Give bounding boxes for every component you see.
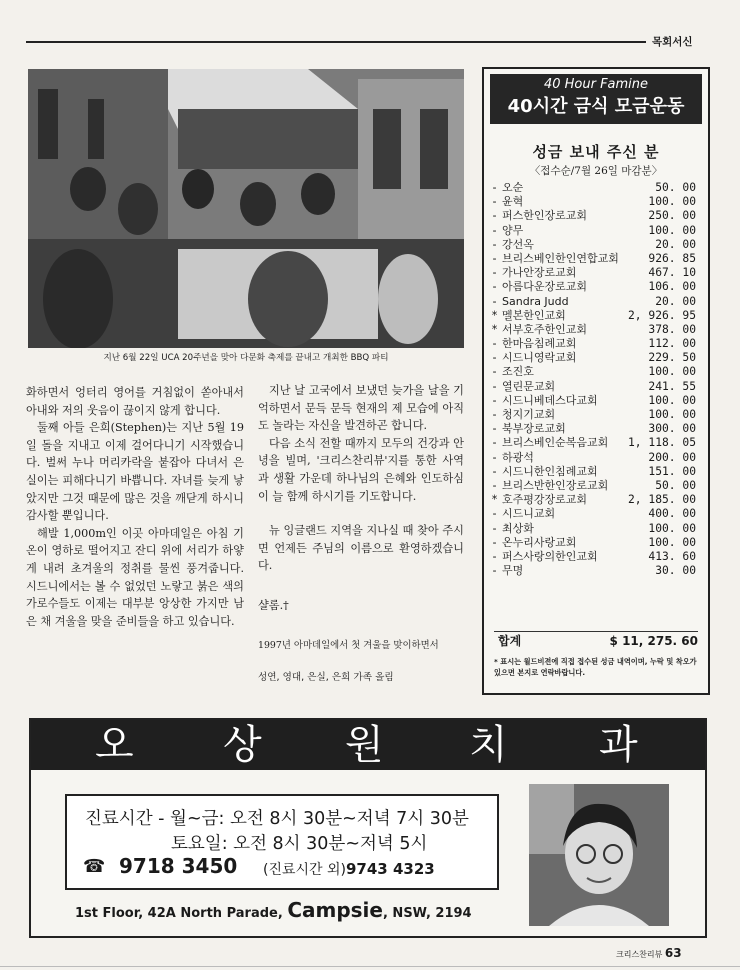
donor-name: 브리스베인한인연합교회 bbox=[502, 251, 619, 265]
donor-row bbox=[490, 479, 696, 493]
donor-name: 오순 bbox=[502, 181, 524, 194]
donor-amount: 200. 00 bbox=[648, 450, 696, 464]
donor-marker: * bbox=[491, 322, 498, 336]
donor-row bbox=[490, 422, 696, 436]
donor-amount: 250. 00 bbox=[648, 209, 696, 223]
page-number: 63 bbox=[664, 946, 682, 960]
signature: 성연, 영대, 은실, 은희 가족 올림 bbox=[258, 672, 394, 684]
donor-marker: - bbox=[491, 294, 498, 308]
donor-row bbox=[490, 408, 696, 422]
donor-marker: * bbox=[491, 308, 498, 322]
donor-name: 온누리사랑교회 bbox=[502, 535, 577, 549]
donor-amount: 100. 00 bbox=[648, 408, 696, 421]
donor-row bbox=[490, 394, 696, 408]
donor-name: 아름다운장로교회 bbox=[502, 280, 588, 294]
donor-amount: 2, 185. 00 bbox=[627, 493, 696, 507]
donor-row bbox=[490, 280, 696, 294]
donor-amount: 100. 00 bbox=[648, 223, 696, 237]
donor-marker: - bbox=[491, 408, 498, 421]
saturday-hours: 토요일: 오전 8시 30분~저녁 5시 bbox=[171, 834, 428, 854]
donor-marker: - bbox=[491, 209, 498, 223]
donor-name: 한마음침례교회 bbox=[502, 337, 577, 351]
donor-amount: 112. 00 bbox=[648, 337, 696, 351]
weekday-hours: 진료시간 - 월~금: 오전 8시 30분~저녁 7시 30분 bbox=[85, 809, 469, 829]
donor-amount: 229. 50 bbox=[648, 351, 696, 365]
donor-marker: - bbox=[491, 337, 498, 351]
donor-amount: 413. 60 bbox=[648, 549, 696, 563]
donor-name: 시드니영락교회 bbox=[502, 351, 577, 365]
donor-name: 하광석 bbox=[502, 450, 534, 464]
famine-title-en: 40 Hour Famine bbox=[543, 77, 649, 92]
donor-amount: 30. 00 bbox=[655, 564, 696, 578]
donor-name: 호주평강장로교회 bbox=[502, 493, 588, 507]
donor-row bbox=[490, 550, 696, 564]
donor-amount: 20. 00 bbox=[655, 294, 696, 308]
donor-name: 윤혁 bbox=[502, 195, 524, 209]
bbq-party-photo bbox=[28, 69, 464, 348]
address-state: , NSW, 2194 bbox=[382, 906, 472, 921]
donor-row bbox=[490, 493, 696, 507]
donor-row bbox=[490, 195, 696, 209]
donor-amount: 100. 00 bbox=[648, 365, 696, 379]
famine-header bbox=[490, 74, 702, 124]
famine-title-ko: 40시간 금식 모금운동 bbox=[507, 96, 685, 117]
donor-marker: - bbox=[491, 549, 498, 563]
donor-marker: - bbox=[491, 478, 498, 492]
donor-row bbox=[490, 465, 696, 479]
donor-marker: - bbox=[491, 251, 498, 265]
donor-marker: - bbox=[491, 351, 498, 365]
article-column-1 bbox=[26, 384, 244, 630]
donor-name: 브리스베인순복음교회 bbox=[502, 436, 609, 450]
donor-marker: - bbox=[491, 422, 498, 436]
donor-row bbox=[490, 209, 696, 223]
donor-marker: - bbox=[491, 564, 498, 578]
header-rule bbox=[26, 41, 646, 43]
paragraph: 뉴 잉글랜드 지역을 지나실 때 찾아 주시면 언제든 주님의 이름으로 환영하겠습니다. bbox=[258, 524, 464, 573]
donor-row bbox=[490, 252, 696, 266]
telephone-icon: ☎ bbox=[83, 856, 106, 877]
clinic-name-char: 상 bbox=[223, 722, 262, 768]
donor-amount: 151. 00 bbox=[648, 464, 696, 478]
donor-row bbox=[490, 451, 696, 465]
donor-marker: * bbox=[491, 493, 498, 507]
donor-marker: - bbox=[491, 223, 498, 237]
address-city: Campsie bbox=[287, 898, 383, 922]
donor-name: Sandra Judd bbox=[502, 294, 569, 308]
donor-amount: 106. 00 bbox=[648, 280, 696, 294]
donor-marker: - bbox=[491, 521, 498, 535]
total-row bbox=[498, 632, 698, 650]
donor-row bbox=[490, 564, 696, 578]
donor-name: 서부호주한인교회 bbox=[502, 322, 588, 336]
donor-list-title: 성금 보내 주신 분 bbox=[532, 143, 660, 161]
donor-amount: 100. 00 bbox=[648, 393, 696, 407]
donor-marker: - bbox=[491, 450, 498, 464]
famine-donation-box bbox=[482, 67, 710, 695]
donor-row bbox=[490, 522, 696, 536]
donor-amount: 100. 00 bbox=[648, 521, 696, 535]
total-amount: $ 11, 275. 60 bbox=[609, 634, 698, 648]
donor-amount: 300. 00 bbox=[648, 422, 696, 436]
donor-amount: 100. 00 bbox=[648, 195, 696, 209]
donor-marker: - bbox=[491, 393, 498, 407]
donor-marker: - bbox=[491, 535, 498, 549]
donor-marker: - bbox=[491, 266, 498, 280]
donor-row bbox=[490, 436, 696, 450]
total-label: 합계 bbox=[498, 634, 522, 648]
address-street: 1st Floor, 42A North Parade, bbox=[75, 906, 288, 921]
donor-amount: 100. 00 bbox=[648, 535, 696, 549]
publication-name: 크리스찬리뷰 bbox=[616, 950, 663, 959]
donor-marker: - bbox=[491, 280, 498, 294]
donor-name: 시드니교회 bbox=[502, 507, 556, 521]
donor-row bbox=[490, 323, 696, 337]
donor-name: 청지기교회 bbox=[502, 408, 556, 421]
donor-amount: 241. 55 bbox=[648, 379, 696, 393]
donor-name: 북부장로교회 bbox=[502, 422, 566, 436]
donor-name: 최상화 bbox=[502, 521, 534, 535]
donor-row bbox=[490, 224, 696, 238]
closing: 샬롬.† bbox=[258, 598, 289, 612]
donor-name: 시드니베데스다교회 bbox=[502, 393, 598, 407]
donor-amount: 50. 00 bbox=[655, 478, 696, 492]
donor-marker: - bbox=[491, 237, 498, 251]
donor-row bbox=[490, 309, 696, 323]
paragraph: 해발 1,000m인 이곳 아마데일은 아침 기온이 영하로 떨어지고 잔디 위에 서리가 하얗게 내려 초겨울의 정취를 물씬 풍겨줍니다. 시드니에서는 볼 수 없었던 노랗고 붉은 색의 가로수들도 이제는 대부분 앙상한 가지만 남은 채 겨울을 맞을 준비들을 하고 있습니다. bbox=[26, 526, 244, 628]
footer-rule bbox=[0, 966, 740, 967]
after-hours-phone-line bbox=[263, 859, 435, 879]
donor-row bbox=[490, 181, 696, 195]
donor-row bbox=[490, 380, 696, 394]
donor-list bbox=[490, 181, 696, 578]
paragraph: 둘째 아들 은희(Stephen)는 지난 5월 19일 돌을 지내고 이제 걸어다니기 시작했습니다. 벌써 누나 머리카락을 붙잡아 다녀서 은실이는 피해다니기 바쁩니다. 자녀를 늦게 낳았지만 그것 때문에 많은 것을 깨닫게 하시니 감사할 뿐입니다. bbox=[26, 421, 244, 523]
donor-list-subtitle: 〈접수순/7월 26일 마감분〉 bbox=[529, 165, 663, 177]
donor-marker: - bbox=[491, 436, 498, 450]
donor-name: 퍼스사랑의한인교회 bbox=[502, 549, 598, 563]
clinic-name-banner bbox=[31, 720, 705, 770]
donor-row bbox=[490, 351, 696, 365]
article-column-2 bbox=[258, 382, 464, 687]
after-hours-label: (진료시간 외) bbox=[263, 862, 346, 878]
donor-marker: - bbox=[491, 181, 498, 194]
donor-name: 강선옥 bbox=[502, 237, 534, 251]
clinic-name-char: 오 bbox=[95, 722, 134, 768]
donor-name: 시드니한인침례교회 bbox=[502, 464, 598, 478]
donor-marker: - bbox=[491, 365, 498, 379]
clinic-name-char: 치 bbox=[469, 722, 508, 768]
donor-row bbox=[490, 536, 696, 550]
donor-row bbox=[490, 238, 696, 252]
donor-marker: - bbox=[491, 464, 498, 478]
footnote: * 표시는 월드비젼에 직접 접수된 성금 내역이며, 누락 및 착오가 있으면 본지로 연락바랍니다. bbox=[494, 657, 697, 677]
donor-marker: - bbox=[491, 379, 498, 393]
paragraph: 지난 날 고국에서 보냈던 늦가을 날을 기억하면서 문득 문득 현재의 제 모습에 아직도 놀라는 자신을 발견하곤 합니다. bbox=[258, 384, 464, 433]
clinic-name-char: 원 bbox=[345, 722, 384, 768]
clinic-name-char: 과 bbox=[599, 722, 638, 768]
donor-marker: - bbox=[491, 507, 498, 521]
clinic-phone[interactable]: 9718 3450 bbox=[119, 854, 238, 878]
donor-amount: 400. 00 bbox=[648, 507, 696, 521]
donor-name: 가나안장로교회 bbox=[502, 266, 577, 280]
dental-clinic-ad bbox=[29, 718, 707, 938]
photo-caption: 지난 6월 22일 UCA 20주년을 맞아 다문화 축제를 끝내고 개최한 BBQ 파티 bbox=[103, 353, 389, 363]
section-title: 목회서신 bbox=[652, 36, 693, 48]
donor-amount: 926. 85 bbox=[648, 251, 696, 265]
donor-amount: 2, 926. 95 bbox=[627, 308, 696, 322]
clinic-hours-box bbox=[65, 794, 499, 890]
after-hours-phone[interactable]: 9743 4323 bbox=[346, 860, 435, 878]
donor-amount: 378. 00 bbox=[648, 322, 696, 336]
donor-row bbox=[490, 507, 696, 521]
donor-marker: - bbox=[491, 195, 498, 209]
paragraph: 다음 소식 전할 때까지 모두의 건강과 안녕을 빌며, '크리스찬리뷰'지를 통한 사역과 생활 가운데 하나님의 은혜와 인도하심이 늘 함께 하시기를 기도합니다. bbox=[258, 436, 464, 503]
donor-name: 조진호 bbox=[502, 365, 534, 379]
donor-amount: 467. 10 bbox=[648, 266, 696, 280]
page-footer bbox=[616, 946, 682, 960]
donor-amount: 20. 00 bbox=[655, 237, 696, 251]
paragraph: 화하면서 엉터리 영어를 거침없이 쏟아내서 아내와 저의 웃음이 끊이지 않게 합니다. bbox=[26, 386, 244, 417]
donor-name: 열린문교회 bbox=[502, 379, 556, 393]
donor-amount: 50. 00 bbox=[655, 181, 696, 194]
donor-row bbox=[490, 266, 696, 280]
clinic-address bbox=[75, 898, 472, 922]
donor-row bbox=[490, 295, 696, 309]
donor-name: 브리스반한인장로교회 bbox=[502, 478, 609, 492]
dentist-portrait bbox=[529, 784, 669, 926]
donor-row bbox=[490, 337, 696, 351]
donor-name: 무명 bbox=[502, 564, 524, 578]
donor-amount: 1, 118. 05 bbox=[627, 436, 696, 450]
donor-name: 양무 bbox=[502, 223, 524, 237]
dateline: 1997년 아마데일에서 첫 겨울을 맞이하면서 bbox=[258, 639, 439, 651]
donor-name: 멜본한인교회 bbox=[502, 308, 566, 322]
donor-row bbox=[490, 365, 696, 379]
donor-name: 퍼스한인장로교회 bbox=[502, 209, 588, 223]
